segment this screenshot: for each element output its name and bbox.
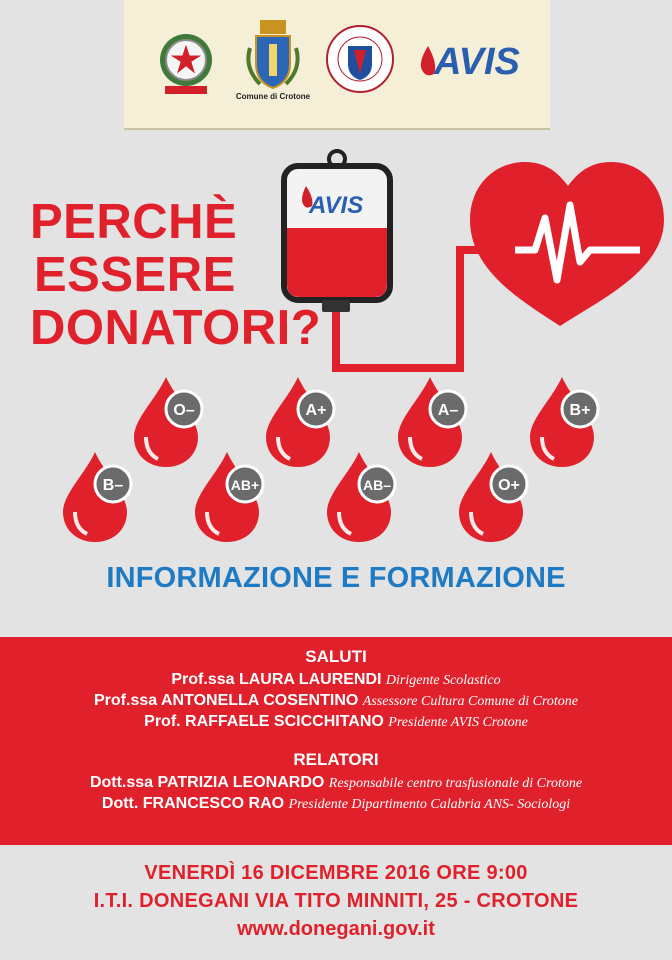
blood-type-label: O+ (498, 477, 520, 494)
saluti-line-2 (0, 692, 672, 710)
saluti-name-2: Prof.ssa ANTONELLA COSENTINO (94, 692, 359, 709)
blood-type-label: AB– (362, 477, 392, 493)
saluti-name-3: Prof. RAFFAELE SCICCHITANO (144, 713, 384, 730)
event-website[interactable]: www.donegani.gov.it (237, 918, 435, 940)
saluti-role-3: Presidente AVIS Crotone (388, 715, 528, 730)
relatori-name-1: Dott.ssa PATRIZIA LEONARDO (89, 774, 325, 791)
blood-type-label: O– (173, 402, 195, 419)
event-venue: I.T.I. DONEGANI VIA TITO MINNITI, 25 - CROTONE (93, 890, 579, 912)
blood-type-label: B+ (569, 402, 591, 419)
blood-type-label: AB+ (230, 477, 260, 493)
bag-logo-text: AVIS (309, 192, 364, 219)
blood-drop-1 (266, 377, 334, 467)
comune-label: Comune di Crotone (235, 92, 311, 101)
title-line-3: DONATORI? (30, 301, 322, 355)
relatori-role-2: Presidente Dipartimento Calabria ANS- Sociologi (288, 797, 571, 812)
event-date: VENERDÌ 16 DICEMBRE 2016 ORE 9:00 (144, 862, 528, 884)
relatori-line-2 (0, 795, 672, 813)
relatori-line-1 (0, 774, 672, 792)
blood-drop-5 (195, 452, 263, 542)
blood-drop-4 (63, 452, 131, 542)
subtitle: INFORMAZIONE E FORMAZIONE (106, 562, 566, 594)
blood-type-label: A– (437, 402, 459, 419)
title-line-2: ESSERE (34, 248, 236, 302)
blood-type-label: A+ (305, 402, 327, 419)
blood-type-label: B– (102, 477, 124, 494)
saluti-line-3 (0, 713, 672, 731)
blood-drop-3 (530, 377, 598, 467)
relatori-name-2: Dott. FRANCESCO RAO (101, 795, 285, 812)
saluti-heading: SALUTI (305, 647, 367, 666)
blood-drop-6 (327, 452, 395, 542)
title-line-1: PERCHÈ (30, 195, 238, 249)
event-footer (0, 862, 672, 941)
saluti-role-2: Assessore Cultura Comune di Crotone (362, 694, 578, 709)
speakers-band (0, 637, 672, 845)
saluti-name-1: Prof.ssa LAURA LAURENDI (171, 671, 382, 688)
blood-drop-7 (459, 452, 527, 542)
blood-drop-0 (134, 377, 202, 467)
avis-logo-text: AVIS (434, 41, 520, 82)
blood-drop-2 (398, 377, 466, 467)
relatori-heading: RELATORI (293, 750, 379, 769)
relatori-role-1: Responsabile centro trasfusionale di Crotone (328, 776, 583, 791)
saluti-line-1 (0, 671, 672, 689)
saluti-role-1: Dirigente Scolastico (385, 673, 501, 688)
